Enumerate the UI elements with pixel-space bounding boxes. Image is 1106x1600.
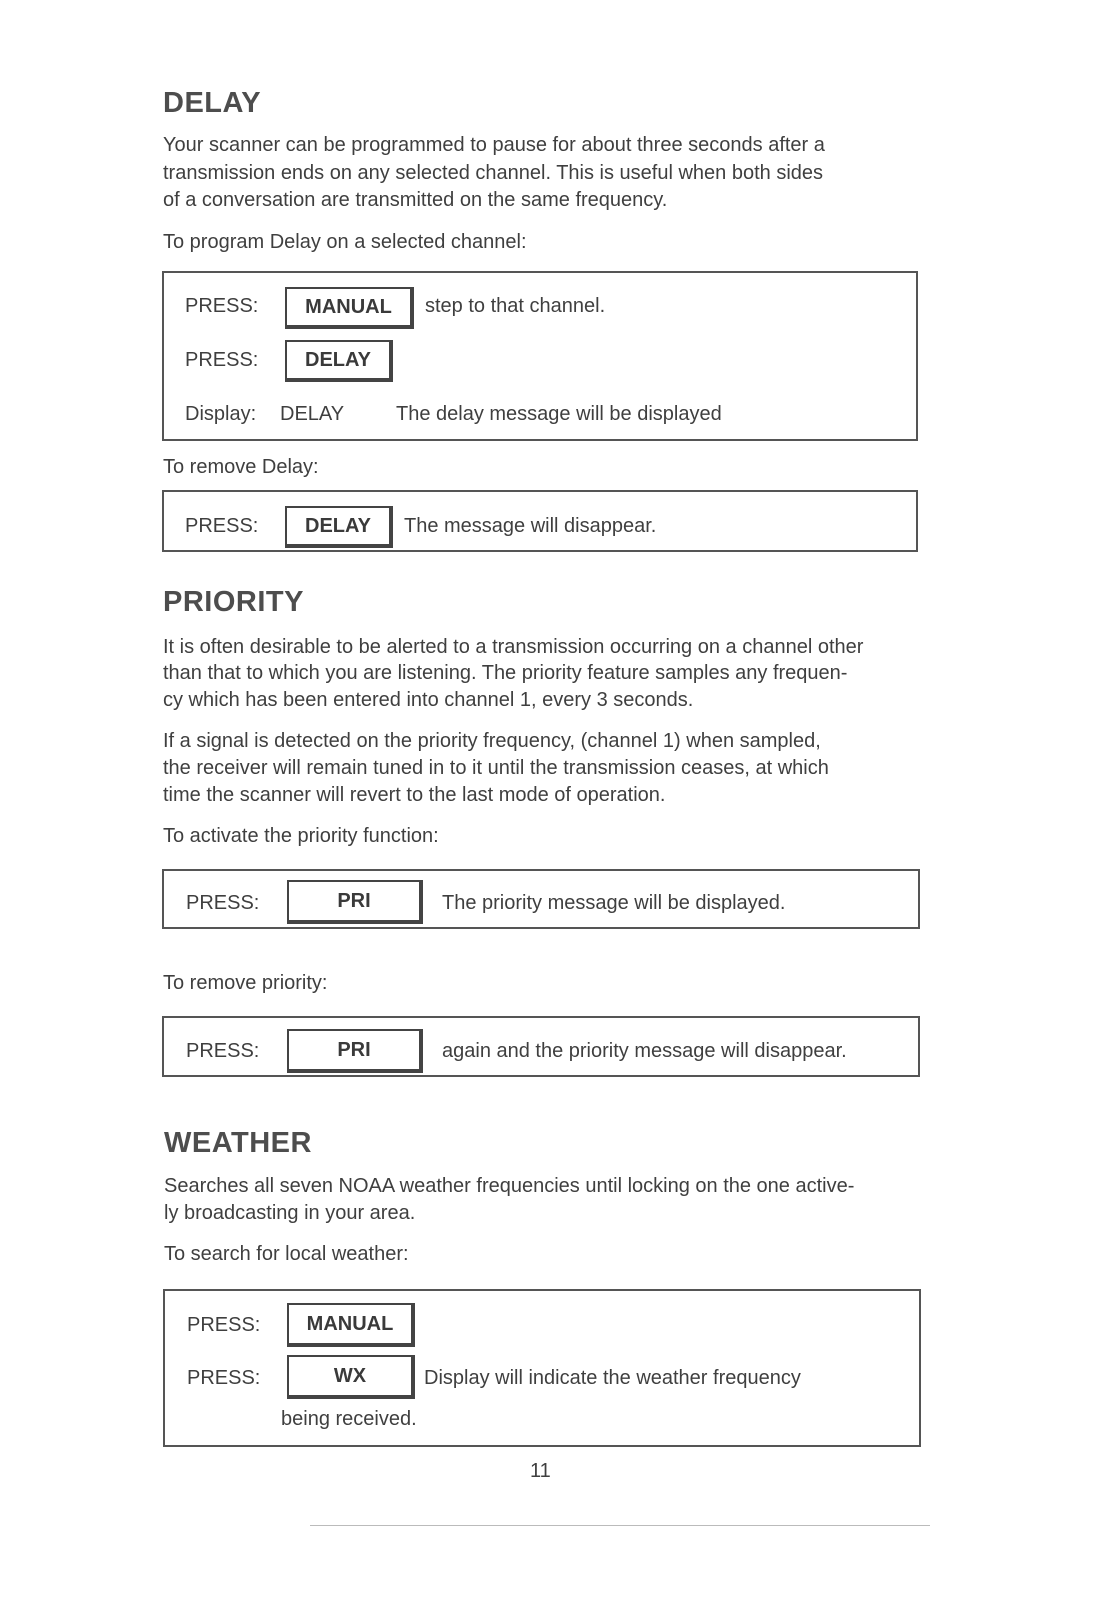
display-description: The delay message will be displayed [396, 403, 722, 425]
weather-para-line-2: ly broadcasting in your area. [164, 1202, 416, 1224]
press-label: PRESS: [186, 1040, 260, 1062]
weather-search-intro: To search for local weather: [164, 1243, 409, 1265]
priority-activate-box [162, 869, 920, 929]
pri-key: PRI [287, 1029, 423, 1073]
priority-para2-line-3: time the scanner will revert to the last mode of operation. [163, 784, 666, 806]
press-label: PRESS: [185, 295, 259, 317]
page-number: 11 [530, 1460, 551, 1482]
delay-key: DELAY [285, 506, 393, 548]
delay-program-box [162, 271, 918, 441]
manual-key: MANUAL [285, 287, 414, 329]
delay-remove-box [162, 490, 918, 552]
priority-para1-line-2: than that to which you are listening. The priority feature samples any frequen- [163, 662, 848, 684]
delay-para-line-2: transmission ends on any selected channel. This is useful when both sides [163, 162, 824, 184]
activate-description: The priority message will be displayed. [442, 892, 786, 914]
priority-para2-line-2: the receiver will remain tuned in to it until the transmission ceases, at which [163, 757, 829, 779]
priority-remove-box [162, 1016, 920, 1077]
press-label: PRESS: [187, 1367, 261, 1389]
pri-key: PRI [287, 880, 423, 924]
weather-heading: WEATHER [164, 1127, 312, 1159]
priority-activate-intro: To activate the priority function: [163, 825, 439, 847]
weather-box [163, 1289, 921, 1447]
remove-description: The message will disappear. [404, 515, 657, 537]
priority-para1-line-3: cy which has been entered into channel 1, every 3 seconds. [163, 689, 694, 711]
step-description: step to that channel. [425, 295, 606, 317]
priority-para1-line-1: It is often desirable to be alerted to a transmission occurring on a channel other [163, 636, 864, 658]
priority-heading: PRIORITY [163, 586, 304, 618]
priority-para2-line-1: If a signal is detected on the priority frequency, (channel 1) when sampled, [163, 730, 821, 752]
press-label: PRESS: [186, 892, 260, 914]
weather-description-continued: being received. [281, 1408, 417, 1430]
priority-remove-intro: To remove priority: [163, 972, 328, 994]
manual-key: MANUAL [287, 1303, 415, 1347]
press-label: PRESS: [185, 349, 259, 371]
press-label: PRESS: [187, 1314, 261, 1336]
delay-remove-intro: To remove Delay: [163, 456, 319, 478]
delay-heading: DELAY [163, 87, 262, 119]
delay-program-intro: To program Delay on a selected channel: [163, 231, 527, 253]
bottom-rule [310, 1525, 930, 1526]
delay-key: DELAY [285, 340, 393, 382]
display-label: Display: [185, 403, 257, 425]
weather-para-line-1: Searches all seven NOAA weather frequencies until locking on the one active- [164, 1175, 855, 1197]
display-value: DELAY [280, 403, 345, 425]
weather-description: Display will indicate the weather frequency [424, 1367, 801, 1389]
delay-para-line-3: of a conversation are transmitted on the same frequency. [163, 189, 668, 211]
wx-key: WX [287, 1355, 415, 1399]
delay-para-line-1: Your scanner can be programmed to pause for about three seconds after a [163, 134, 825, 156]
press-label: PRESS: [185, 515, 259, 537]
remove-priority-description: again and the priority message will disappear. [442, 1040, 847, 1062]
